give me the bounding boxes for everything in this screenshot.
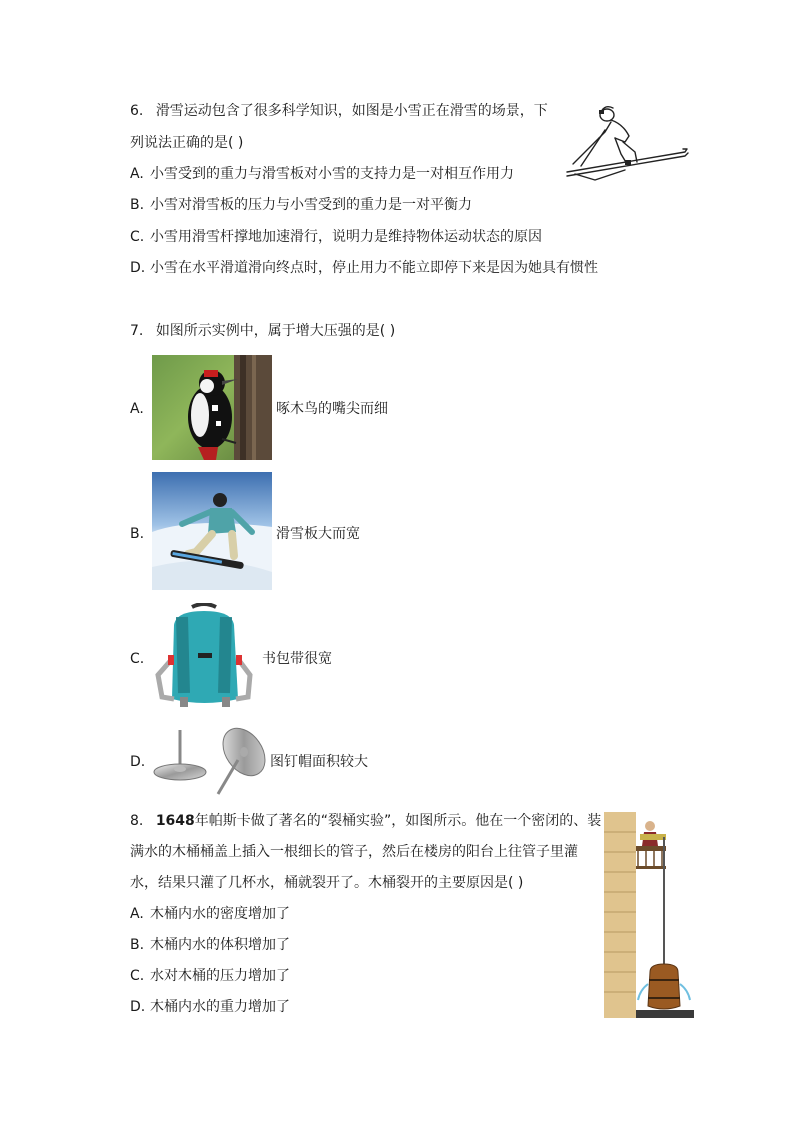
q8-option-d-text: 木桶内水的重力增加了 <box>150 999 290 1015</box>
q6-option-a-text: 小雪受到的重力与滑雪板对小雪的支持力是一对相互作用力 <box>150 166 514 182</box>
q8-option-d <box>130 997 290 1017</box>
q8-stem-line3: 水，结果只灌了几杯水，桶就裂开了。木桶裂开的主要原因是( ) <box>130 875 524 891</box>
q8-stem-line1 <box>130 811 601 831</box>
snowboarder-photo <box>152 472 272 590</box>
q6-option-d-text: 小雪在水平滑道滑向终点时，停止用力不能立即停下来是因为她具有惯性 <box>150 260 598 276</box>
q6-stem-text: 滑雪运动包含了很多科学知识，如图是小雪正在滑雪的场景，下 <box>155 103 548 119</box>
q6-stem-line1 <box>130 101 548 121</box>
q6-option-b <box>130 195 472 215</box>
woodpecker-photo <box>152 355 272 460</box>
q7-number: 7. <box>130 323 144 339</box>
goggles-icon <box>599 110 604 114</box>
q6-option-b-text: 小雪对滑雪板的压力与小雪受到的重力是一对平衡力 <box>150 197 472 213</box>
q6-option-b-letter: B. <box>130 197 145 213</box>
q6-option-a-letter: A. <box>130 166 144 182</box>
q7-option-a-text: 啄木鸟的嘴尖而细 <box>276 401 388 417</box>
q8-option-c-text: 水对木桶的压力增加了 <box>150 968 290 984</box>
q7-option-a-letter: A. <box>130 401 144 417</box>
skier-drawing <box>565 102 690 182</box>
q8-year: 1648 <box>155 813 195 829</box>
q8-stem-text: 年帕斯卡做了著名的“裂桶实验”，如图所示。他在一个密闭的、装 <box>194 813 602 829</box>
q6-option-d <box>130 258 598 278</box>
q8-number: 8. <box>130 813 144 829</box>
q6-option-c-letter: C. <box>130 229 145 245</box>
thumbtack-photo <box>152 726 268 796</box>
q7-option-c-text: 书包带很宽 <box>262 651 332 667</box>
q7-option-d-text: 图钉帽面积较大 <box>270 754 368 770</box>
q8-option-b <box>130 935 290 955</box>
q6-option-c-text: 小雪用滑雪杆撑地加速滑行，说明力是维持物体运动状态的原因 <box>150 229 542 245</box>
q8-option-a-letter: A. <box>130 906 144 922</box>
q7-option-b-letter: B. <box>130 526 145 542</box>
q8-option-a <box>130 904 290 924</box>
q8-option-b-letter: B. <box>130 937 145 953</box>
q7-stem <box>130 321 395 341</box>
q8-stem-line2: 满水的木桶桶盖上插入一根细长的管子，然后在楼房的阳台上往管子里灌 <box>130 844 578 860</box>
q7-option-b-text: 滑雪板大而宽 <box>276 526 360 542</box>
q8-option-c-letter: C. <box>130 968 145 984</box>
q8-option-d-letter: D. <box>130 999 146 1015</box>
q7-option-c-letter: C. <box>130 651 145 667</box>
q6-option-c <box>130 227 542 247</box>
backpack-photo <box>152 603 258 711</box>
q8-option-a-text: 木桶内水的密度增加了 <box>150 906 290 922</box>
q8-option-b-text: 木桶内水的体积增加了 <box>150 937 290 953</box>
q6-number: 6. <box>130 103 144 119</box>
q8-option-c <box>130 966 290 986</box>
q7-stem-text: 如图所示实例中，属于增大压强的是( ) <box>155 323 396 339</box>
q6-stem-line2: 列说法正确的是( ) <box>130 135 244 151</box>
pascal-barrel-illustration <box>604 812 694 1018</box>
q7-option-d-letter: D. <box>130 754 146 770</box>
q6-option-d-letter: D. <box>130 260 146 276</box>
q6-option-a <box>130 164 514 184</box>
